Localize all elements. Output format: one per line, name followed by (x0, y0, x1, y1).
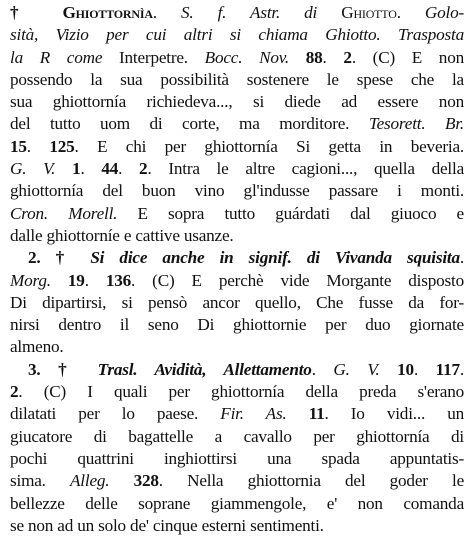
entry-text: almeno. (10, 337, 64, 357)
entry-text: Ghiottornìa (62, 3, 153, 22)
entry-text: G. V. (333, 359, 398, 379)
entry-line (10, 493, 464, 515)
entry-text: S. f. Astr. di (181, 3, 342, 22)
entry-text: del tutto uom di corte, ma morditore. (10, 114, 369, 134)
entry-text: E sopra tutto guárdati dal giuoco e (117, 203, 464, 223)
entry-text: la R come (10, 47, 120, 67)
entry-text: Golo- (424, 3, 464, 22)
entry-line (10, 69, 464, 91)
entry-text: 15 (10, 136, 27, 156)
entry-line (10, 314, 464, 336)
entry-text: Trasl. Avidità, Allettamento (97, 359, 312, 379)
entry-text: . (396, 3, 425, 22)
entry-text: . (118, 159, 140, 179)
entry-text: . (152, 3, 181, 22)
entry-text: . (311, 359, 334, 379)
entry-text: dilatati per lo paese. (10, 404, 221, 424)
entry-line (10, 381, 464, 403)
entry-text: Si dice anche in signif. di Vivanda squisita (90, 248, 460, 268)
entry-line (10, 403, 464, 425)
entry-text: se non ad un solo de' cinque esterni sentimenti. (10, 515, 324, 535)
entry-text: 10 (397, 359, 414, 379)
entry-text: G. V. (10, 159, 73, 179)
entry-line (10, 203, 464, 225)
entry-text: bellezze delle soprane giammengole, e' non comanda (10, 493, 464, 513)
entry-text: 2 (28, 248, 37, 268)
entry-text: pochi quattrini inghiottirsi una spada appuntatis- (10, 448, 464, 468)
entry-text: Morg. (10, 270, 68, 290)
entry-text: . (26, 136, 50, 156)
entry-text: 3 (28, 359, 37, 379)
entry-line (10, 47, 464, 69)
entry-text: Alleg. (70, 471, 134, 491)
entry-text: Fir. As. (220, 404, 309, 424)
entry-line (10, 470, 464, 492)
entry-text: Tesorett. Br. (368, 114, 464, 134)
entry-text: 2 (10, 382, 19, 402)
entry-line (10, 136, 464, 158)
entry-text: . (C) E non (351, 47, 464, 67)
entry-text: . † (36, 248, 91, 268)
entry-text: . (80, 159, 102, 179)
entry-text: . Nella ghiottornia del goder le (158, 471, 464, 491)
entry-text: Bocc. Nov. (204, 47, 306, 67)
entry-text: Cron. Morell. (10, 203, 118, 223)
entry-text: dalle ghiottorníe e cattive usanze. (10, 225, 234, 245)
entry-text: 328 (133, 471, 159, 491)
entry-text: . Intra le altre cagioni..., quella della (147, 159, 464, 179)
entry-line (10, 292, 464, 314)
entry-text: ghiottornía del buon vino gl'indusse passare i monti. (10, 181, 464, 201)
entry-text: 125 (49, 136, 75, 156)
entry-text: Interpetre. (119, 47, 205, 67)
entry-line (10, 91, 464, 113)
entry-text: possendo la sua possibilità sostenere le spese che la (10, 69, 464, 89)
entry-text: 11 (308, 404, 325, 424)
entry-line (10, 359, 464, 381)
entry-text: sima. (10, 471, 70, 491)
entry-text: sità, Vizio per cui altri si chiama Ghiotto. Trasposta (10, 25, 464, 45)
entry-text: 1 (72, 159, 81, 179)
entry-text: . (459, 248, 464, 268)
entry-text: . (459, 359, 464, 379)
entry-line (10, 24, 464, 46)
entry-line (10, 247, 464, 269)
entry-text: 19 (67, 270, 85, 290)
entry-line (10, 158, 464, 180)
entry-text: 2 (343, 47, 352, 67)
entry-text: . E chi per ghiottornía Si getta in beveria. (74, 136, 464, 156)
entry-text: Ghiotto (341, 3, 397, 22)
entry-line (10, 336, 464, 358)
entry-text: . (C) I quali per ghiottornía della preda s'erano (18, 382, 464, 402)
entry-text: . (322, 47, 344, 67)
entry-text: sua ghiottornía richiedeva..., si diede ad essere non (10, 92, 464, 112)
entry-line (10, 113, 464, 135)
entry-line (10, 225, 464, 247)
entry-line (10, 448, 464, 470)
entry-text: 2 (139, 159, 148, 179)
entry-text: . (84, 270, 106, 290)
entry-line (10, 270, 464, 292)
entry-text: † (10, 3, 63, 22)
entry-text: 44 (101, 159, 119, 179)
entry-text: . (413, 359, 436, 379)
entry-line (10, 2, 464, 24)
entry-text: . † (36, 359, 98, 379)
entry-text: 117 (435, 359, 460, 379)
entry-text: nirsi dentro il seno Di ghiottornie per duo giornate (10, 315, 464, 335)
entry-text: 88 (305, 47, 323, 67)
entry-text: 136 (105, 270, 132, 290)
entry-text: . (C) E perchè vide Morgante disposto (131, 270, 464, 290)
entry-text: Di dipartirsi, si pensò ancor quello, Che fusse da for- (10, 292, 464, 312)
entry-line (10, 180, 464, 202)
entry-line (10, 426, 464, 448)
entry-text: . Io vidi... un (324, 404, 464, 424)
entry-text: giucatore di bagattelle a cavallo per ghiottornía di (10, 426, 464, 446)
entry-line (10, 515, 464, 537)
